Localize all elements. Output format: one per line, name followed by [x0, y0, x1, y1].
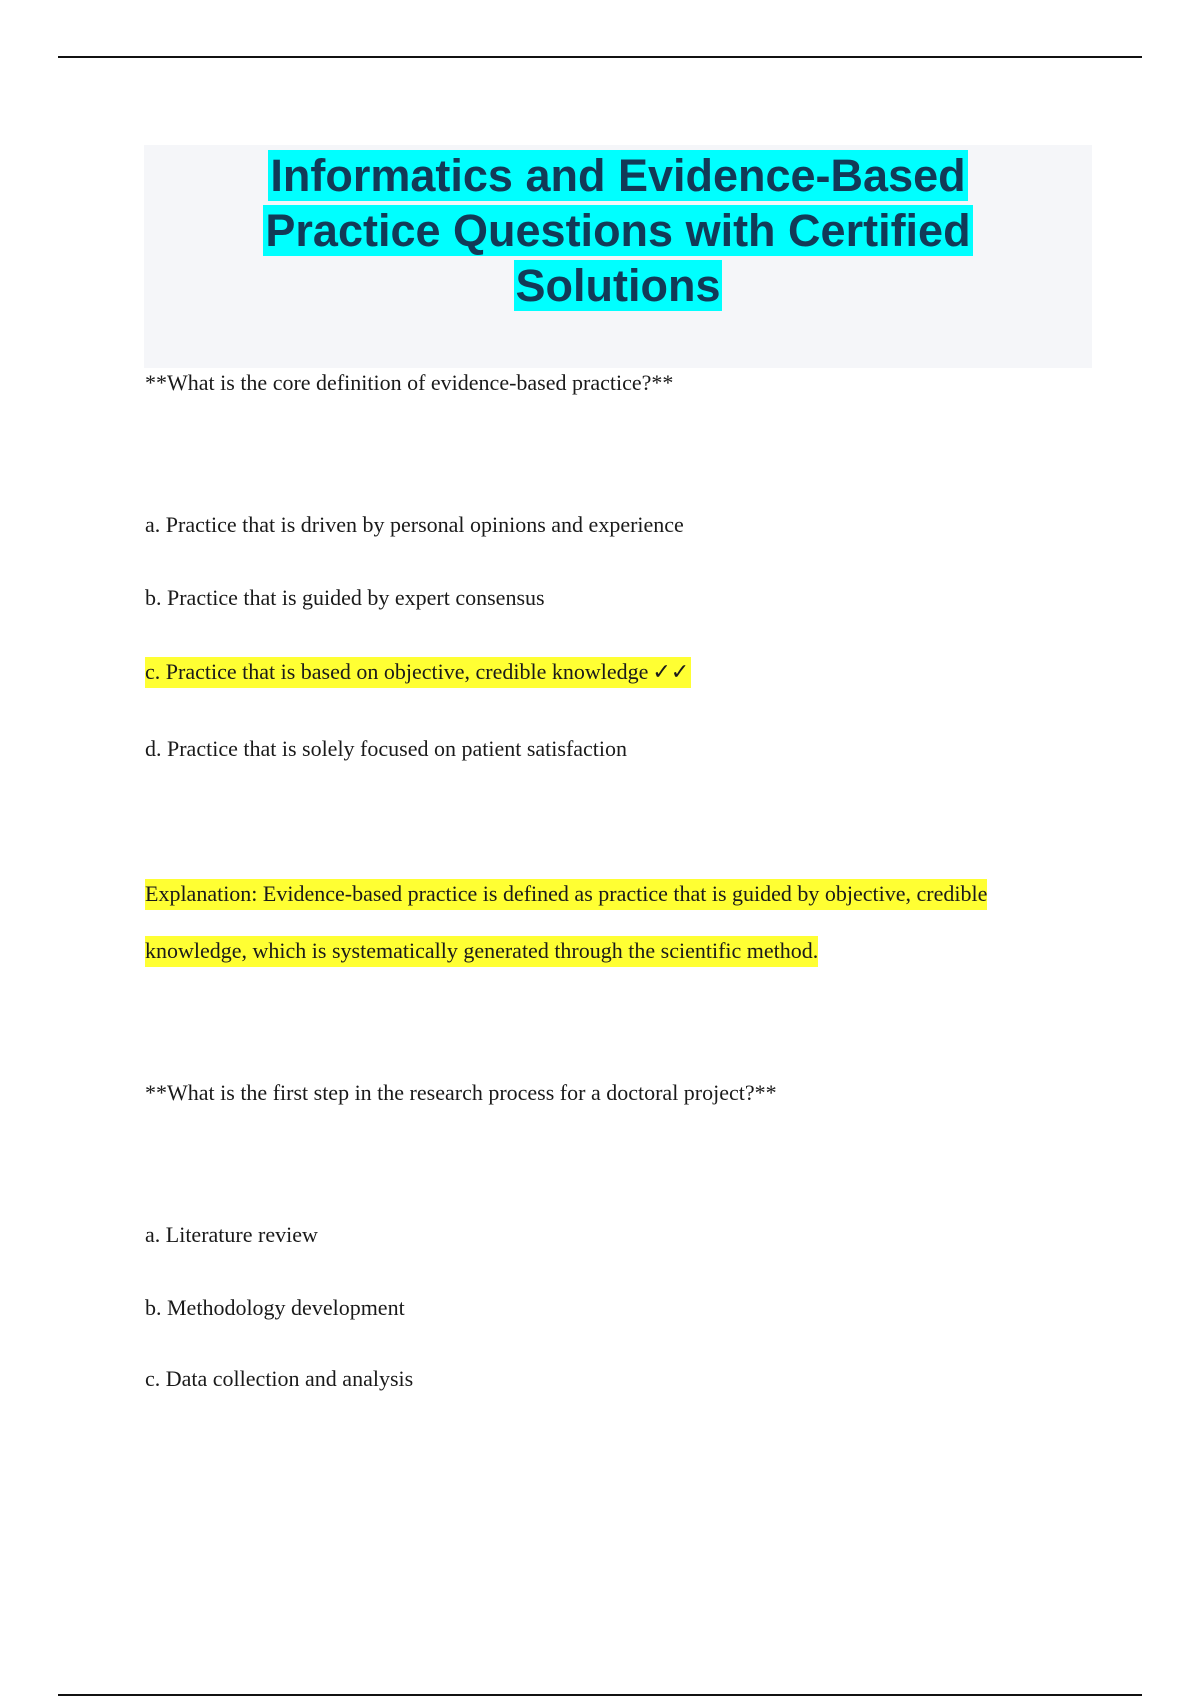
header-rule [58, 56, 1142, 58]
question-1-option-d: d. Practice that is solely focused on patient satisfaction [145, 736, 628, 761]
question-1-option-c [145, 658, 691, 687]
footer-rule [58, 1694, 1142, 1696]
question-1-explanation [145, 865, 1075, 979]
checkmark-icon: ✓✓ [652, 660, 690, 685]
correct-answer-label: c. Practice that is based on objective, credible knowledge [145, 659, 649, 684]
question-1-option-b: b. Practice that is guided by expert consensus [145, 585, 545, 610]
question-1-text: **What is the core definition of evidence-based practice?** [145, 370, 674, 395]
title-block [144, 145, 1092, 368]
document-title: Informatics and Evidence-Based Practice Questions with Certified Solutions [265, 150, 971, 311]
explanation-text: Explanation: Evidence-based practice is defined as practice that is guided by objective, credible knowledge, which is systematically generated through the scientific method. [145, 879, 987, 967]
question-2-option-a: a. Literature review [145, 1222, 318, 1247]
question-2-option-b: b. Methodology development [145, 1295, 405, 1320]
question-2-option-c: c. Data collection and analysis [145, 1366, 414, 1391]
question-2-text: **What is the first step in the research process for a doctoral project?** [145, 1080, 777, 1105]
question-1-option-a: a. Practice that is driven by personal opinions and experience [145, 512, 684, 537]
